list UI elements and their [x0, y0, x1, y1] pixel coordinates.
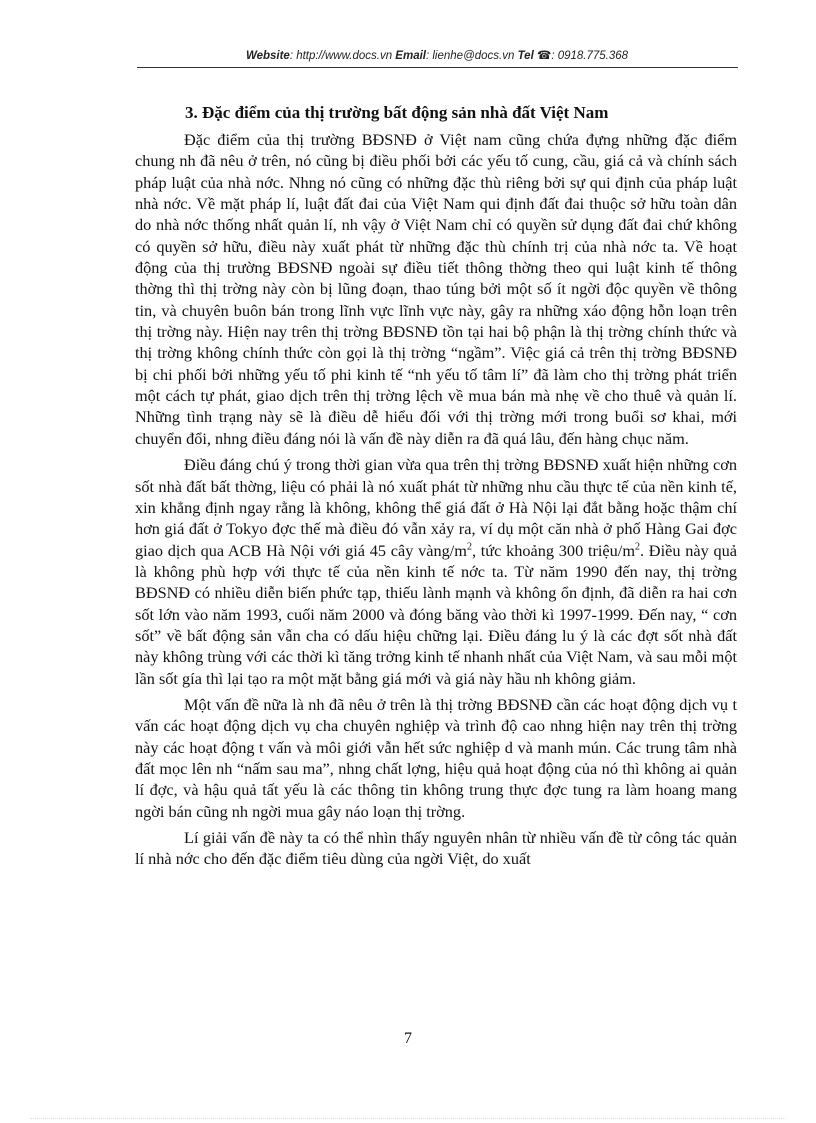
website-label: Website: [245, 50, 290, 62]
tel-value: : 0918.775.368: [551, 50, 629, 62]
tel-label: Tel: [517, 50, 534, 62]
email-label: Email: [395, 50, 426, 62]
paragraph: Lí giải vấn đề này ta có thể nhìn thấy nguyên nhân từ nhiều vấn đề từ công tác quản lí nhà nớc cho đến đặc điểm tiêu dùng của ngời Việt, do xuất: [135, 828, 737, 869]
body-text: [135, 129, 737, 870]
header-rule: [137, 67, 738, 68]
paragraph: Điều đáng chú ý trong thời gian vừa qua trên thị trờng BĐSNĐ xuất hiện những cơn sốt nhà đất bất thờng, liệu có phải là nó xuất phát từ những nhu cầu thực tế của nền kinh tế, xin khẳng định ngay rằng là không, không thể giá đất ở Hà Nội lại đắt bằng hoặc thậm chí hơn giá đất ở Tokyo đợc thế mà điều đó vẫn xảy ra, ví dụ một căn nhà ở phố Hàng Gai đợc giao dịch qua ACB Hà Nội với giá 45 cây vàng/$m^2$, tức khoảng 300 triệu/$m^2$. Điều này quả là không phù hợp với thực tế của nền kinh tế nớc ta. Từ năm 1990 đến nay, thị trờng BĐSNĐ có nhiều diễn biến phức tạp, thiếu lành mạnh và không ổn định, đã diễn ra hai cơn sốt lớn vào năm 1993, cuối năm 2000 và đóng băng vào thời kì 1997-1999. Đến nay, “ cơn sốt” về bất động sản vẫn cha có dấu hiệu chững lại. Điều đáng lu ý là các đợt sốt nhà đất này không trùng với các thời kì tăng trởng kinh tế nhanh nhất của Việt Nam, và sau mỗi một lần sốt gía thì lại tạo ra một mặt bằng giá mới và giá này hầu nh không giảm.: [135, 455, 737, 688]
footer-divider: [30, 1118, 786, 1119]
paragraph: Một vấn đề nữa là nh đã nêu ở trên là thị trờng BĐSNĐ cần các hoạt động dịch vụ t vấn các hoạt động dịch vụ cha chuyên nghiệp và trình độ cao nhng hiện nay trên thị trờng này các hoạt động t vấn và môi giới vẫn hết sức nghiệp d và manh mún. Các trung tâm nhà đất mọc lên nh “nấm sau ma”, nhng chất lợng, hiệu quả hoạt động của nó thì không ai quản lí đợc, và hậu quả tất yếu là các thông tin không trung thực đợc tung ra làm hoang mang ngời bán cũng nh ngời mua gây náo loạn thị trờng.: [135, 694, 737, 821]
page-header: [137, 48, 737, 66]
page-number: 7: [404, 1030, 412, 1047]
section-title: 3. Đặc điểm của thị trường bất động sản nhà đất Việt Nam: [185, 103, 609, 122]
paragraph: Đặc điểm của thị trường BĐSNĐ ở Việt nam cũng chứa đựng những đặc điểm chung nh đã nêu ở trên, nó cũng bị điều phối bởi các yếu tố cung, cầu, giá cả và chính sách pháp luật của nhà nớc. Nhng nó cũng có những đặc thù riêng bởi sự qui định của pháp luật nhà nớc. Về mặt pháp lí, luật đất đai của Việt Nam qui định đất đai thuộc sở hữu toàn dân do nhà nớc thống nhất quản lí, nh vậy ở Việt Nam chỉ có quyền sử dụng đất đai chứ không có quyền sở hữu, điều này xuất phát từ những đặc thù chính trị của nhà nớc ta. Về hoạt động của thị trường BĐSNĐ ngoài sự điều tiết thông thờng theo qui luật kinh tế thông thờng thì thị trờng này còn bị lũng đoạn, thao túng bởi một số ít ngời độc quyền về thông tin, và chuyên buôn bán trong lĩnh vực lĩnh vực này, gây ra những xáo động hỗn loạn trên thị trờng này. Hiện nay trên thị trờng BĐSNĐ tồn tại hai bộ phận là thị trờng chính thức và thị trờng không chính thức còn gọi là thị trờng “ngầm”. Việc giá cả trên thị trờng BĐSNĐ bị chi phối bởi những yếu tố phi kinh tế “nh yếu tố tâm lí” đã làm cho thị trờng phát triển một cách tự phát, giao dịch trên thị trờng lệch về mua bán mà nhẹ về cho thuê và quản lí. Những tình trạng này sẽ là điều dễ hiểu đối với thị trờng mới trong buổi sơ khai, mới chuyển đổi, nhng điều đáng nói là vấn đề này diễn ra đã quá lâu, đến hàng chục năm.: [135, 130, 737, 448]
email-value: : lienhe@docs.vn: [425, 50, 515, 62]
website-value: : http://www.docs.vn: [289, 50, 393, 62]
phone-icon: ☎: [536, 50, 552, 62]
